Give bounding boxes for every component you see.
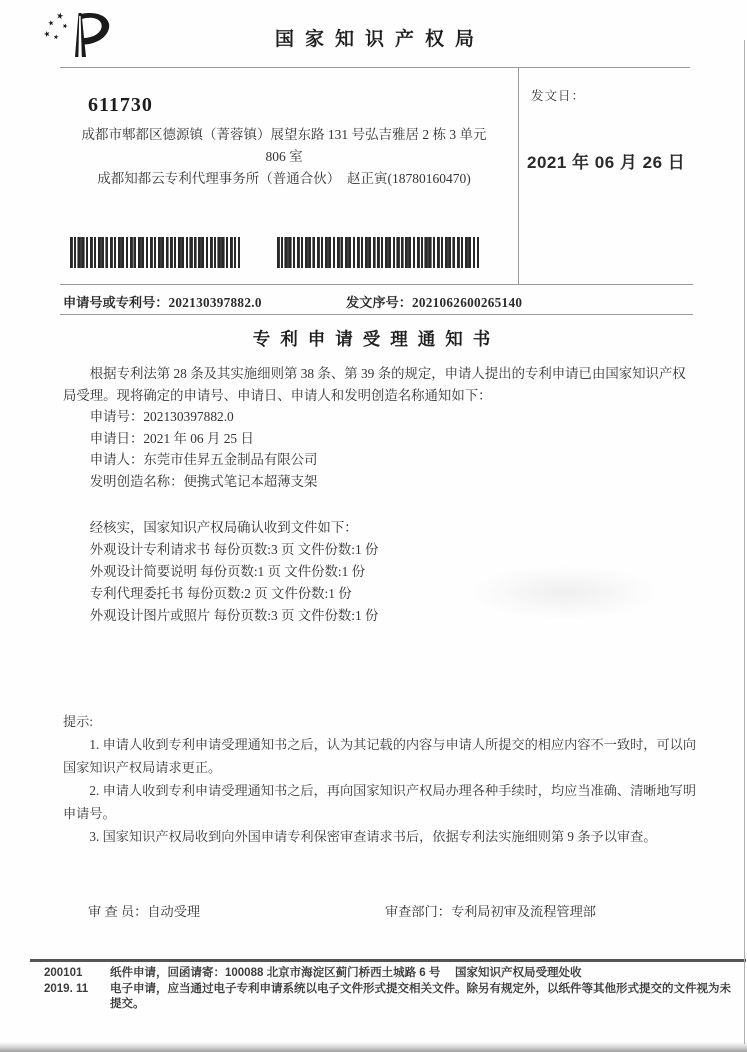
application-number-value: 202130397882.0 — [168, 295, 262, 310]
footer-form-codes — [44, 966, 104, 997]
field-application-number: 申请号：202130397882.0 — [89, 409, 234, 424]
tip-item: 1. 申请人收到专利申请受理通知书之后，认为其记载的内容与申请人所提交的相应内容不一致时，可以向国家知识产权局请求更正。 — [63, 737, 697, 775]
review-department: 审查部门：专利局初审及流程管理部 — [385, 904, 596, 919]
footer-code-2: 2019. 11 — [44, 982, 89, 995]
postal-code: 611730 — [88, 94, 153, 116]
field-application-date: 申请日：2021 年 06 月 25 日 — [89, 430, 254, 446]
serial-number-label: 发文序号： — [346, 295, 412, 310]
address-line-2: 806 室 — [265, 149, 303, 164]
confirm-intro-wrap — [63, 517, 695, 539]
barcode-icon — [277, 237, 479, 268]
document-item: 外观设计图片或照片 每份页数:3 页 文件份数:1 份 — [89, 607, 379, 623]
divider-rule — [60, 314, 693, 315]
tips-heading: 提示: — [63, 714, 94, 729]
notice-fields — [63, 406, 695, 492]
notice-intro: 根据专利法第 28 条及其实施细则第 38 条、第 39 条的规定，申请人提出的专利申请已由国家知识产权局受理。现将确定的申请号、申请日、申请人和发明创造名称通知如下： — [63, 366, 686, 403]
confirm-intro: 经核实，国家知识产权局确认收到文件如下： — [89, 520, 358, 535]
scan-bottom-edge — [0, 1042, 747, 1052]
footer-efiling-line: 电子申请，应当通过电子专利申请系统以电子文件形式提交相关文件。除另有规定外，以纸件等其他形式提交的文件视为未提交。 — [110, 982, 731, 1010]
reference-row — [63, 292, 695, 314]
dispatch-date-value: 2021 年 06 月 26 日 — [527, 153, 686, 172]
document-item: 外观设计简要说明 每份页数:1 页 文件份数:1 份 — [89, 563, 366, 579]
page-edge-line — [744, 40, 745, 1044]
examiner-label: 审 查 员： — [88, 904, 148, 919]
dispatch-date-label: 发文日： — [531, 89, 586, 103]
recipient-address — [58, 124, 510, 190]
footer-instructions — [110, 966, 732, 1013]
header-rule — [60, 67, 690, 68]
field-invention-title: 发明创造名称：便携式笔记本超薄支架 — [89, 473, 318, 489]
scan-smudge — [470, 565, 660, 620]
footer-code-1: 200101 — [44, 967, 83, 979]
document-item: 外观设计专利请求书 每份页数:3 页 文件份数:1 份 — [89, 541, 379, 557]
serial-number-value: 2021062600265140 — [411, 295, 523, 310]
agency-line: 成都知都云专利代理事务所（普通合伙） 赵正寅(18780160470) — [97, 171, 471, 186]
document-item: 专利代理委托书 每份页数:2 页 文件份数:1 份 — [89, 585, 352, 601]
tip-item: 2. 申请人收到专利申请受理通知书之后，再向国家知识产权局办理各种手续时，均应当准确、清晰地写明申请号。 — [63, 783, 697, 821]
divider-rule — [60, 284, 693, 285]
application-number — [63, 292, 262, 311]
address-line-1: 成都市郫都区德源镇（菁蓉镇）展望东路 131 号弘吉雅居 2 栋 3 单元 — [81, 127, 487, 142]
dispatch-box-divider — [518, 67, 519, 285]
footer-paper-line: 纸件申请，回函请寄：100088 北京市海淀区蓟门桥西土城路 6 号 国家知识产权局受理处收 — [110, 967, 582, 979]
signoff-row — [0, 901, 747, 921]
org-title: 国家知识产权局 — [274, 29, 485, 50]
field-applicant: 申请人：东莞市佳昇五金制品有限公司 — [89, 452, 318, 467]
examiner: 审 查 员：自动受理 — [88, 904, 201, 919]
tip-item: 3. 国家知识产权局收到向外国申请专利保密审查请求书后，依据专利法实施细则第 9 条予以审查。 — [89, 829, 657, 844]
tips-section — [63, 710, 699, 848]
application-number-label: 申请号或专利号： — [63, 295, 169, 310]
department-label: 审查部门： — [385, 904, 451, 919]
notice-title: 专利申请受理通知书 — [252, 329, 501, 349]
footer-rule — [30, 959, 746, 962]
barcode-icon — [70, 237, 240, 268]
serial-number — [346, 292, 522, 311]
